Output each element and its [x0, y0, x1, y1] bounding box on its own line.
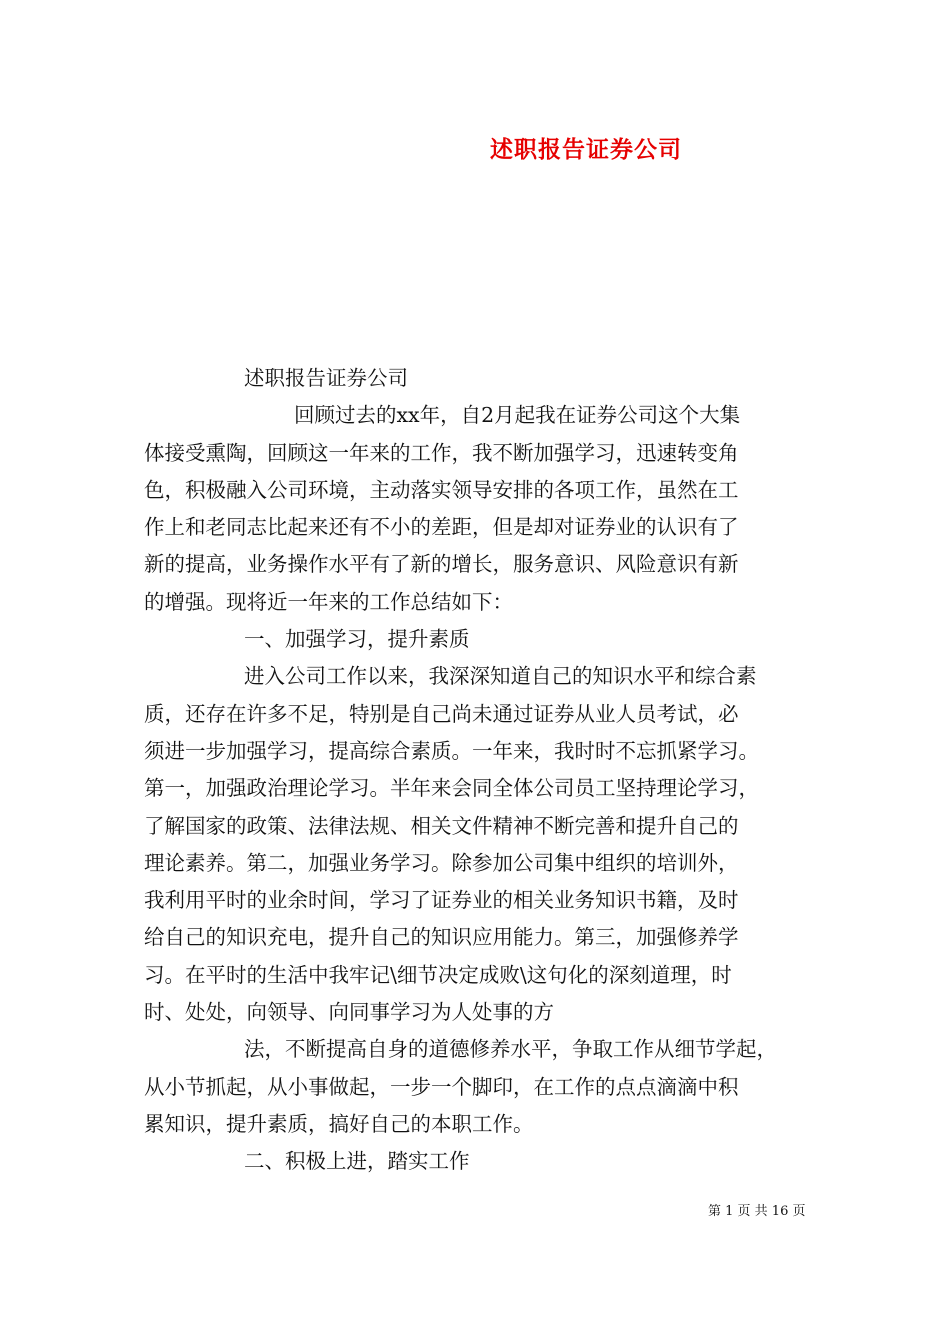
text-line: 时、处处，向领导、向同事学习为人处事的方 — [144, 1000, 554, 1025]
text-line: 给自己的知识充电，提升自己的知识应用能力。第三，加强修养学 — [144, 925, 739, 950]
text-line: 我利用平时的业余时间，学习了证券业的相关业务知识书籍，及时 — [144, 888, 739, 913]
text-line: 从小节抓起，从小事做起，一步一个脚印，在工作的点点滴滴中积 — [144, 1074, 739, 1099]
text-line: 色，积极融入公司环境，主动落实领导安排的各项工作，虽然在工 — [144, 477, 739, 502]
text-line: 了解国家的政策、法律法规、相关文件精神不断完善和提升自己的 — [144, 813, 739, 838]
text-line: 回顾过去的xx年，自2月起我在证券公司这个大集 — [294, 403, 741, 428]
text-line: 习。在平时的生活中我牢记\细节决定成败\这句化的深刻道理，时 — [144, 962, 732, 987]
text-line: 第一，加强政治理论学习。半年来会同全体公司员工坚持理论学习， — [144, 776, 759, 801]
text-line: 的增强。现将近一年来的工作总结如下： — [144, 589, 513, 614]
text-line: 质，还存在许多不足，特别是自己尚未通过证券从业人员考试，必 — [144, 701, 739, 726]
page-number: 第 1 页 共 16 页 — [708, 1204, 806, 1219]
text-line: 体接受熏陶，回顾这一年来的工作，我不断加强学习，迅速转变角 — [144, 440, 739, 465]
text-line: 二、积极上进，踏实工作 — [244, 1149, 470, 1174]
text-line: 累知识，提升素质，搞好自己的本职工作。 — [144, 1111, 534, 1136]
text-line: 作上和老同志比起来还有不小的差距，但是却对证券业的认识有了 — [144, 515, 739, 540]
text-line: 理论素养。第二，加强业务学习。除参加公司集中组织的培训外， — [144, 850, 739, 875]
page-title: 述职报告证券公司 — [490, 136, 682, 163]
document-body — [144, 360, 816, 1181]
text-line: 须进一步加强学习，提高综合素质。一年来，我时时不忘抓紧学习。 — [144, 738, 759, 763]
text-line: 进入公司工作以来，我深深知道自己的知识水平和综合素 — [244, 664, 757, 689]
text-line: 述职报告证券公司 — [244, 366, 408, 390]
text-line: 新的提高，业务操作水平有了新的增长，服务意识、风险意识有新 — [144, 552, 739, 577]
text-line: 一、加强学习，提升素质 — [244, 627, 470, 652]
text-line: 法，不断提高自身的道德修养水平，争取工作从细节学起， — [244, 1037, 777, 1062]
